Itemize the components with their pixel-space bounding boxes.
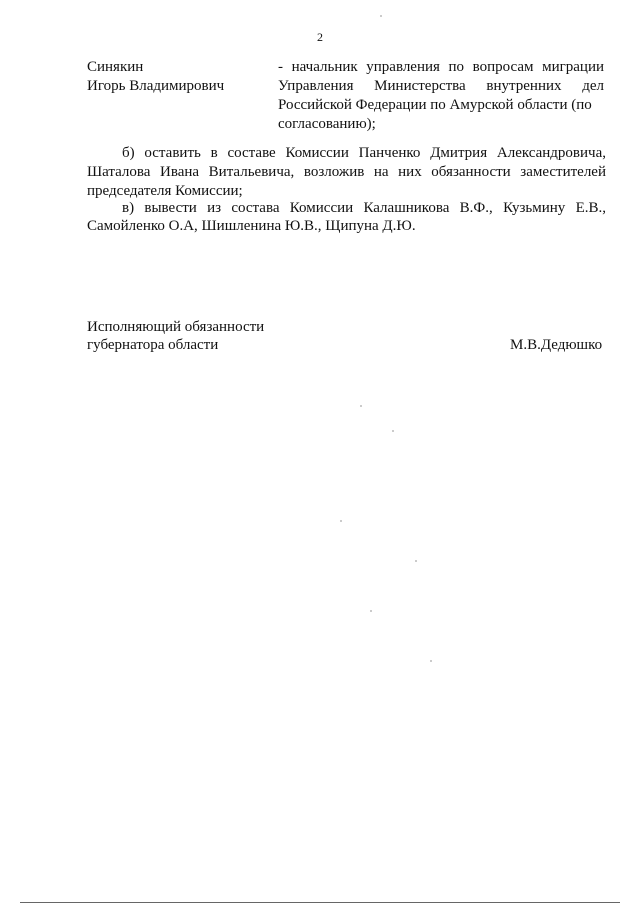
member-position-line-4: согласованию); bbox=[278, 116, 376, 132]
scan-speck bbox=[430, 660, 432, 662]
member-name: Игорь Владимирович bbox=[87, 78, 225, 94]
member-position-line-2: Управления Министерства внутренних дел bbox=[278, 78, 604, 94]
paragraph-b-line-1: б) оставить в составе Комиссии Панченко Дмитрия Александровича, bbox=[122, 145, 606, 161]
scan-speck bbox=[370, 610, 372, 612]
signatory-title-line-1: Исполняющий обязанности bbox=[87, 319, 265, 335]
page-number: 2 bbox=[317, 30, 323, 44]
scan-speck bbox=[360, 405, 362, 407]
signatory-name: М.В.Дедюшко bbox=[510, 337, 603, 353]
paragraph-b-line-3: председателя Комиссии; bbox=[87, 183, 243, 199]
signatory-title-line-2: губернатора области bbox=[87, 337, 219, 353]
member-position-line-1: - начальник управления по вопросам миграции bbox=[278, 59, 604, 75]
member-surname: Синякин bbox=[87, 59, 144, 75]
scan-speck bbox=[340, 520, 342, 522]
scan-speck bbox=[392, 430, 394, 432]
scan-speck bbox=[380, 15, 382, 17]
bottom-edge-line bbox=[20, 902, 620, 903]
paragraph-v-line-1: в) вывести из состава Комиссии Калашникова В.Ф., Кузьмину Е.В., bbox=[122, 200, 606, 216]
paragraph-b-line-2: Шаталова Ивана Витальевича, возложив на них обязанности заместителей bbox=[87, 164, 606, 180]
scan-speck bbox=[415, 560, 417, 562]
member-position-line-3: Российской Федерации по Амурской области (по bbox=[278, 97, 592, 113]
paragraph-v-line-2: Самойленко О.А, Шишленина Ю.В., Щипуна Д.Ю. bbox=[87, 218, 416, 234]
